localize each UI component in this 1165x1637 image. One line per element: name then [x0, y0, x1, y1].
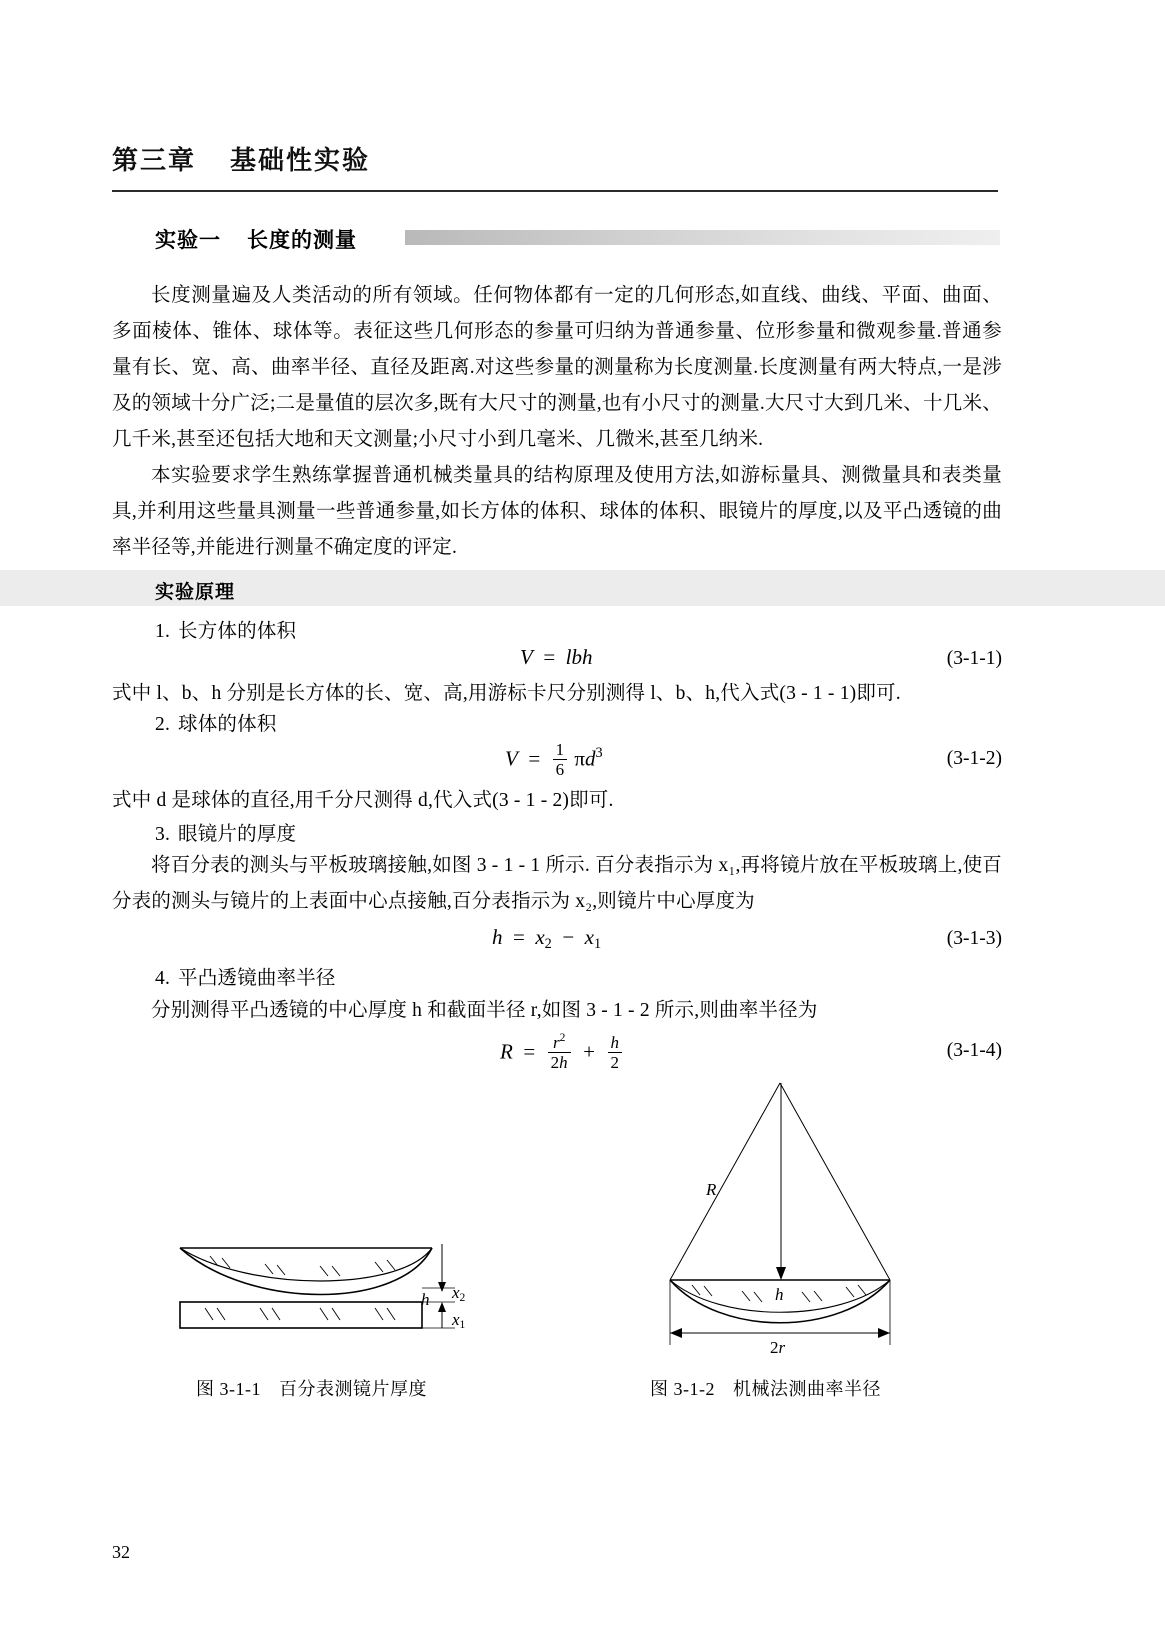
- intro-paragraph-2: 本实验要求学生熟练掌握普通机械类量具的结构原理及使用方法,如游标量具、测微量具和表类量具,并利用这些量具测量一些普通参量,如长方体的体积、球体的体积、眼镜片的厚度,以及平凸透镜的曲率半径等,并能进行测量不确定度的评定.: [112, 465, 1002, 558]
- figure-2-caption: [650, 1375, 881, 1401]
- figure-2-drawing: [650, 1075, 950, 1365]
- figure-2-label-h: h: [775, 1285, 784, 1304]
- item-1-title: [155, 615, 296, 649]
- chapter-heading: [112, 140, 1012, 177]
- item-3-number: 3.: [155, 824, 171, 845]
- chapter-title-line: [112, 140, 1012, 177]
- formula-3-1-3: $h = x_2 - x_1$: [492, 925, 602, 952]
- item-1-explanation: 式中 l、b、h 分别是长方体的长、宽、高,用游标卡尺分别测得 l、b、h,代入式(3 - 1 - 1)即可.: [112, 683, 901, 704]
- experiment-number: 实验一: [155, 228, 221, 252]
- item-3-body: 将百分表的测头与平板玻璃接触,如图 3 - 1 - 1 所示. 百分表指示为 x₁,再将镜片放在平板玻璃上,使百分表的测头与镜片的上表面中心点接触,百分表指示为 x₂,则镜片中心厚度为: [112, 855, 1002, 912]
- item-4-number: 4.: [155, 968, 171, 989]
- figure-2-number: 图 3-1-2: [650, 1379, 715, 1399]
- formula-3-1-2: V = $\frac{1}{6}$ $\pi d^3$: [505, 740, 603, 780]
- equation-number-3-1-1: (3-1-1): [946, 648, 1002, 669]
- chapter-number: 第三章: [112, 146, 197, 175]
- experiment-heading: [155, 224, 1000, 254]
- item-3-label: 眼镜片的厚度: [178, 824, 297, 845]
- formula-3-1-4: R = $\frac{r^2}{2h}$ + $\frac{h}{2}$: [500, 1032, 624, 1072]
- item-2-explanation: 式中 d 是球体的直径,用千分尺测得 d,代入式(3 - 1 - 2)即可.: [112, 790, 614, 811]
- figure-1-number: 图 3-1-1: [196, 1379, 261, 1399]
- item-2-label: 球体的体积: [178, 714, 277, 735]
- item-4-body: 分别测得平凸透镜的中心厚度 h 和截面半径 r,如图 3 - 1 - 2 所示,则曲率半径为: [151, 1000, 818, 1021]
- experiment-title: 长度的测量: [247, 228, 357, 252]
- figure-2-label-R: R: [706, 1180, 717, 1199]
- equation-number-3-1-4: (3-1-4): [946, 1040, 1002, 1061]
- item-1-number: 1.: [155, 621, 171, 642]
- figure-1-label-x2: $x_2$: [452, 1283, 466, 1305]
- figure-1-drawing: [170, 1240, 500, 1370]
- chapter-title: 基础性实验: [230, 146, 371, 175]
- item-4-label: 平凸透镜曲率半径: [178, 968, 336, 989]
- item-2-number: 2.: [155, 714, 171, 735]
- figure-1-caption-text: 百分表测镜片厚度: [279, 1379, 427, 1399]
- item-4-title: [155, 962, 336, 996]
- figure-2-caption-text: 机械法测曲率半径: [733, 1379, 881, 1399]
- chapter-divider: [112, 190, 998, 192]
- formula-3-1-1: V = lbh: [520, 645, 593, 669]
- figure-1-label-h: h: [421, 1290, 430, 1309]
- experiment-title-line: [155, 224, 357, 254]
- heading-gradient-bar: [405, 230, 1000, 245]
- intro-paragraph-1: 长度测量遍及人类活动的所有领域。任何物体都有一定的几何形态,如直线、曲线、平面、曲面、多面棱体、锥体、球体等。表征这些几何形态的参量可归纳为普通参量、位形参量和微观参量.普通参量有长、宽、高、曲率半径、直径及距离.对这些参量的测量称为长度测量.长度测量有两大特点,一是涉及的领域十分广泛;二是量值的层次多,既有大尺寸的测量,也有小尺寸的测量.大尺寸大到几米、十几米、几千米,甚至还包括大地和天文测量;小尺寸小到几毫米、几微米,甚至几纳米.: [112, 285, 1002, 450]
- equation-number-3-1-3: (3-1-3): [946, 928, 1002, 949]
- figure-1-label-x1: $x_1$: [452, 1310, 466, 1332]
- item-2-title: [155, 708, 277, 742]
- page-number: 32: [112, 1542, 130, 1562]
- item-3-title: [155, 818, 296, 852]
- equation-number-3-1-2: (3-1-2): [946, 748, 1002, 769]
- item-1-label: 长方体的体积: [178, 621, 297, 642]
- section-label: 实验原理: [155, 582, 236, 603]
- section-band: [0, 570, 1165, 606]
- figure-2-label-2r: 2r: [770, 1338, 786, 1357]
- figure-1-caption: [196, 1375, 427, 1401]
